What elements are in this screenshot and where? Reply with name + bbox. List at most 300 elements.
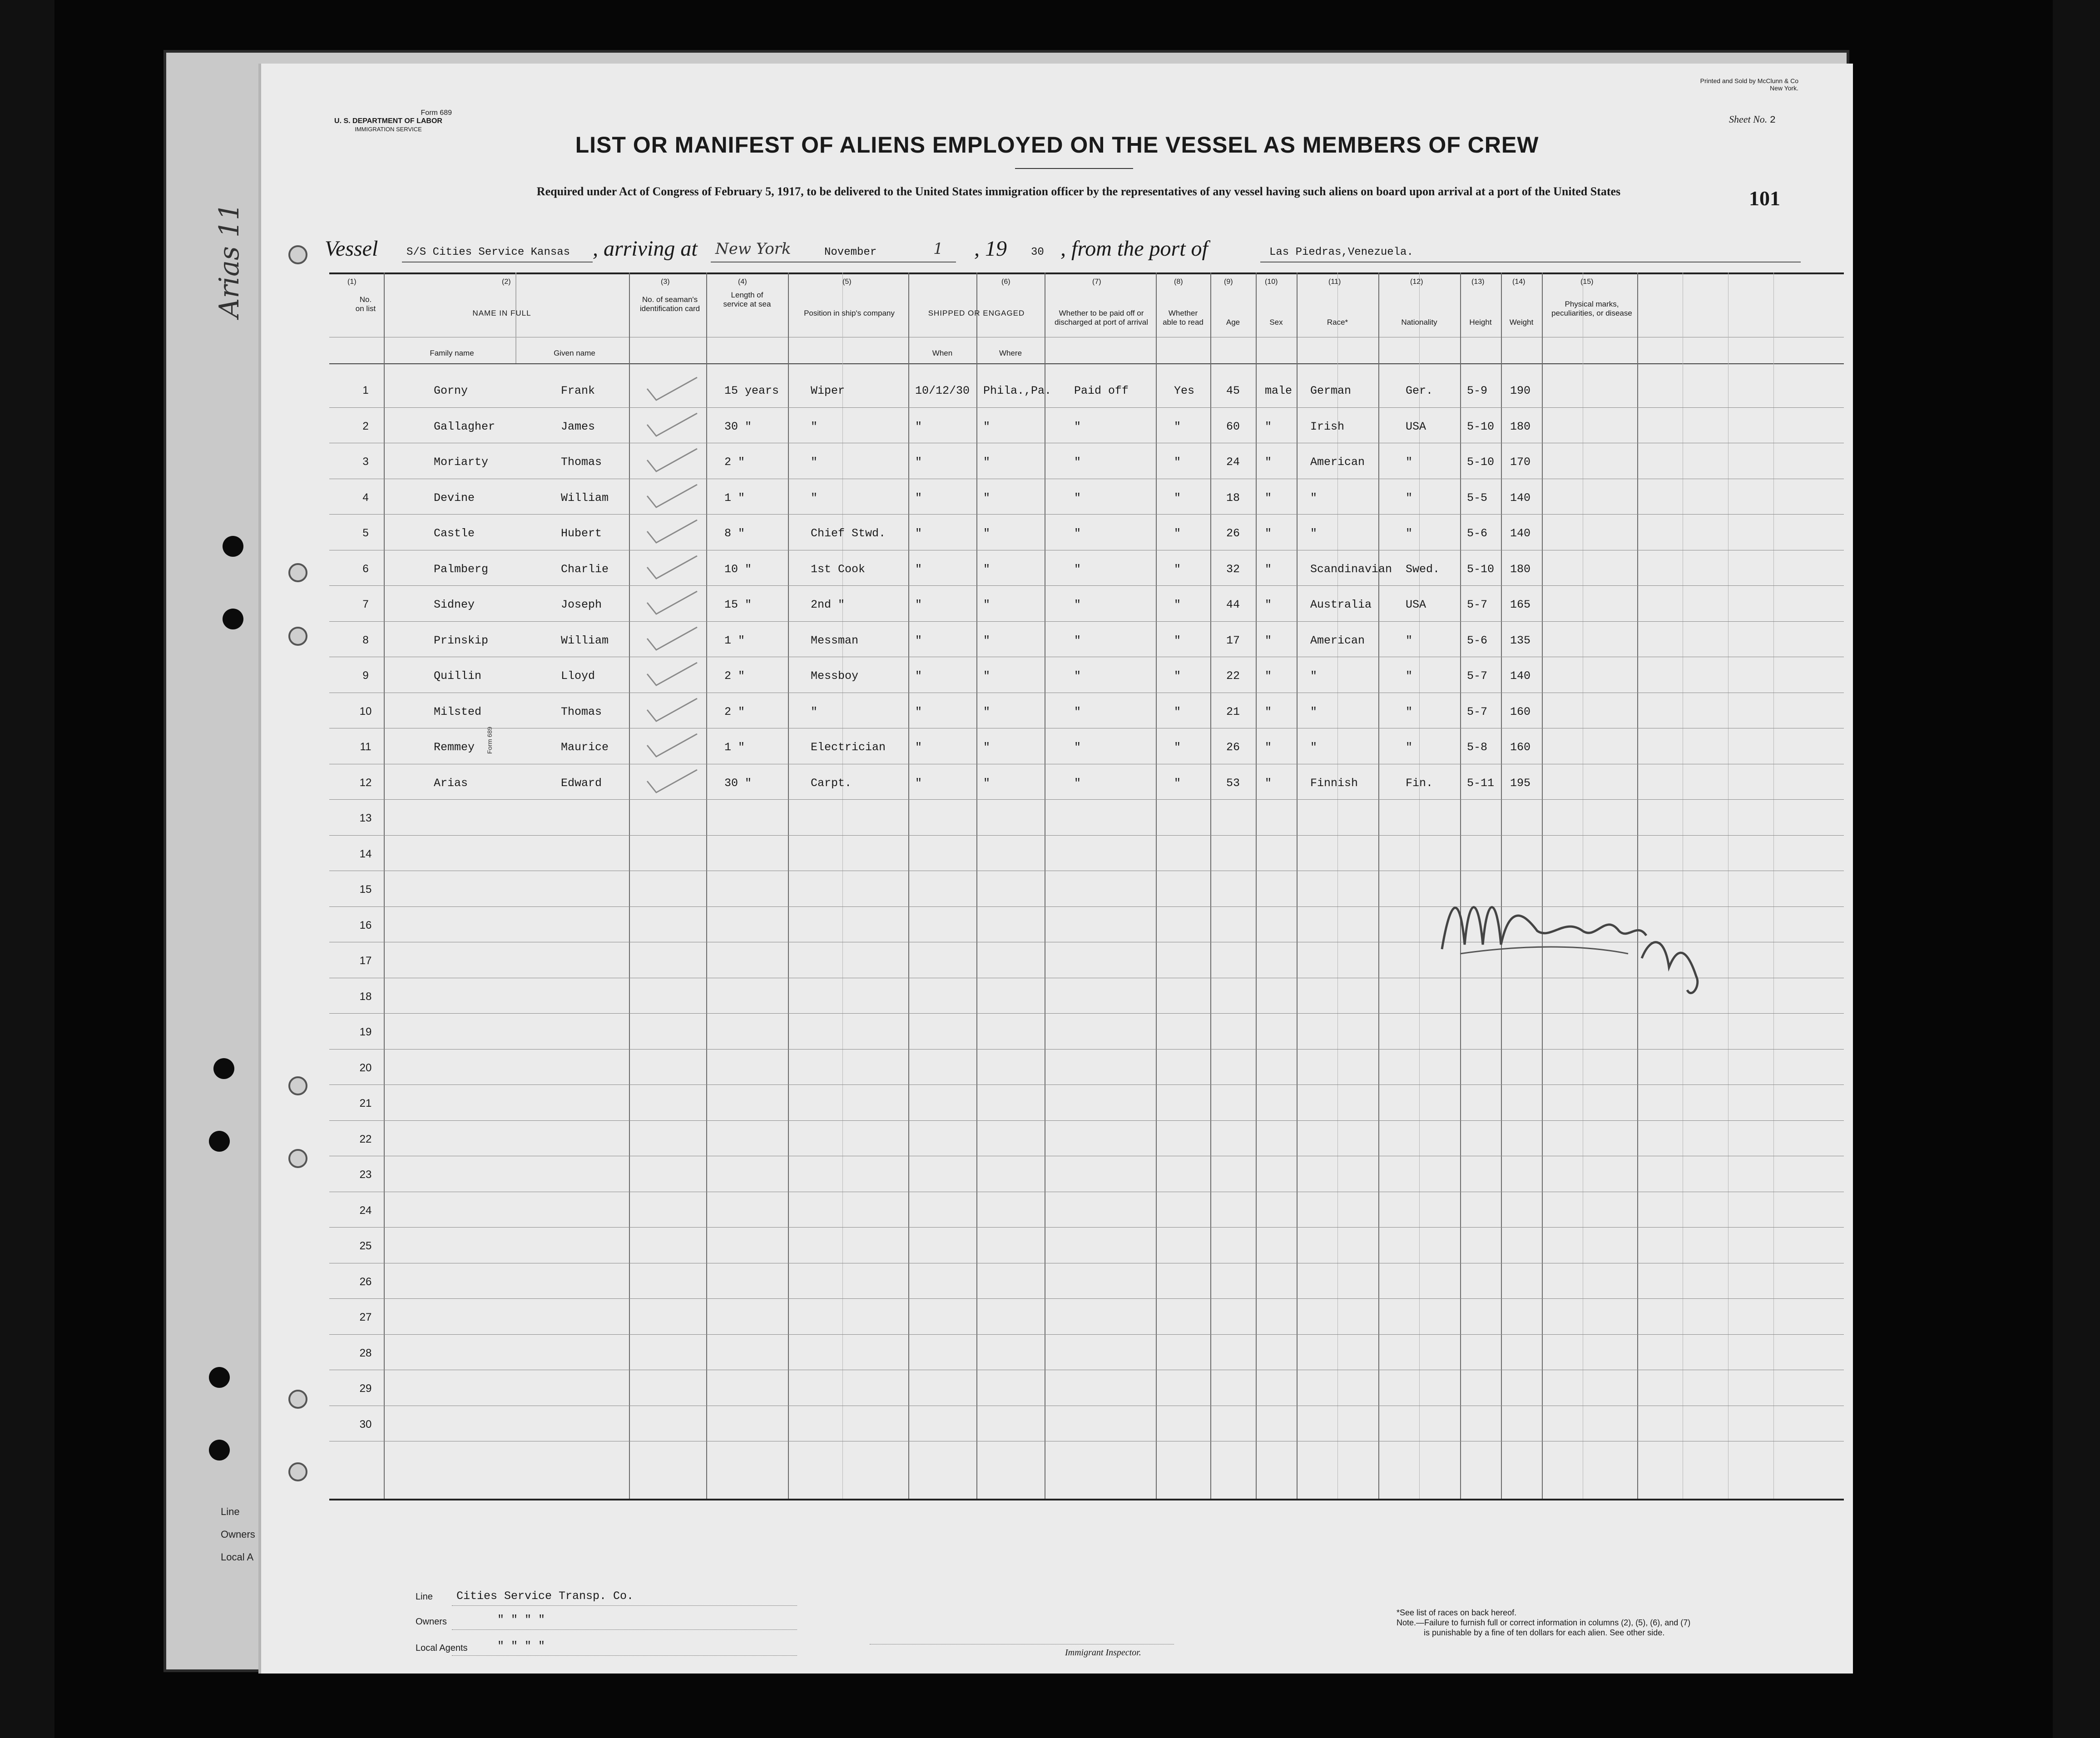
paid-off-cell: " [1074,634,1081,647]
shipped-when-cell: " [915,598,922,611]
owners-rule [452,1629,797,1630]
given-name-cell: Lloyd [561,669,595,683]
family-name-cell: Moriarty [434,456,489,469]
row-number: 1 [362,384,369,396]
table-row [329,764,1844,800]
position-cell: " [811,456,818,469]
weight-cell: 160 [1510,741,1531,754]
service-length-cell: 1 " [724,741,745,754]
row-rule [329,835,1844,836]
weight-cell: 140 [1510,669,1531,683]
paid-off-cell: " [1074,420,1081,433]
weight-cell: 180 [1510,562,1531,576]
able-to-read-cell: " [1174,634,1181,647]
sex-cell: " [1265,776,1272,790]
sheet-number [1729,114,1776,126]
inspector-label: Immigrant Inspector. [1065,1648,1141,1658]
sex-cell: " [1265,527,1272,540]
sex-cell: " [1265,705,1272,718]
punch-hole [288,627,307,646]
table-top-rule [329,272,1844,274]
punch-hole [288,1149,307,1168]
row-rule [329,407,1844,408]
service-name: IMMIGRATION SERVICE [355,126,422,133]
department-name: U. S. DEPARTMENT OF LABOR [334,117,442,125]
shipped-where-cell: " [983,527,991,540]
race-cell: Scandinavian [1310,562,1392,576]
table-row [329,1334,1844,1371]
weight-cell: 140 [1510,527,1531,540]
shipped-when-cell: " [915,562,922,576]
table-row [329,371,1844,408]
position-cell: Electrician [811,741,886,754]
paid-off-cell: Paid off [1074,384,1129,397]
sex-cell: " [1265,562,1272,576]
punch-hole [209,1367,230,1388]
given-name-cell: Maurice [561,741,609,754]
weight-cell: 190 [1510,384,1531,397]
position-cell: 2nd " [811,598,845,611]
paid-off-cell: " [1074,598,1081,611]
family-name-cell: Gorny [434,384,468,397]
footer-note [1397,1608,1828,1638]
races-note: *See list of races on back hereof. [1397,1608,1517,1617]
fine-note-2: is punishable by a fine of ten dollars for each alien. See other side. [1424,1628,1665,1637]
inspector-signature [1433,867,1714,1004]
sex-cell: " [1265,634,1272,647]
check-mark-icon [643,446,702,474]
height-cell: 5-10 [1467,420,1495,433]
underpage-agents-label: Local A [221,1551,254,1563]
able-to-read-cell: " [1174,741,1181,754]
service-length-cell: 2 " [724,705,745,718]
row-number: 3 [362,456,369,468]
paid-off-cell: " [1074,705,1081,718]
row-rule [329,1298,1844,1299]
colnum-10: (10) [1265,278,1278,286]
sheet-value: 2 [1769,114,1776,126]
header-sex: Sex [1269,318,1283,327]
age-cell: 44 [1226,598,1240,611]
table-row [329,1049,1844,1085]
able-to-read-cell: " [1174,527,1181,540]
table-row [329,835,1844,871]
service-length-cell: 15 years [724,384,779,397]
header-age: Age [1226,318,1240,327]
department-block [325,109,452,134]
position-cell: 1st Cook [811,562,866,576]
table-row [329,479,1844,515]
check-mark-icon [643,767,702,795]
shipped-where-cell: " [983,420,991,433]
family-name-cell: Sidney [434,598,475,611]
row-number: 21 [359,1097,372,1109]
punch-hole [209,1131,230,1152]
row-number: 30 [359,1418,372,1431]
row-number: 26 [359,1275,372,1288]
shipped-when-cell: " [915,634,922,647]
row-number: 16 [359,919,372,931]
header-given-name: Given name [554,349,595,357]
service-length-cell: 2 " [724,669,745,683]
form-number: Form 689 [421,109,452,117]
row-rule [329,1334,1844,1335]
height-cell: 5-9 [1467,384,1488,397]
arriving-label: , arriving at [593,237,698,261]
right-scan-edge [2053,0,2100,1738]
margin-handwriting: Arias 11 [213,203,245,318]
shipped-where-cell: " [983,669,991,683]
race-cell: " [1310,741,1317,754]
row-number: 29 [359,1382,372,1395]
sex-cell: " [1265,598,1272,611]
paid-off-cell: " [1074,669,1081,683]
row-rule [329,585,1844,586]
shipped-when-cell: 10/12/30 [915,384,970,397]
check-mark-icon [643,696,702,723]
race-cell: American [1310,456,1365,469]
header-where: Where [999,349,1022,357]
service-length-cell: 8 " [724,527,745,540]
table-row [329,1298,1844,1335]
printer-name: Printed and Sold by McClunn & Co [1700,77,1798,84]
fine-note-1: Note.—Failure to furnish full or correct information in columns (2), (5), (6), and (7) [1397,1618,1691,1627]
shipped-when-cell: " [915,456,922,469]
race-cell: Finnish [1310,776,1358,790]
footer-top-rule [329,1499,1844,1500]
row-number: 15 [359,883,372,896]
age-cell: 45 [1226,384,1240,397]
sex-cell: male [1265,384,1293,397]
header-bottom-rule [329,363,1844,364]
paid-off-cell: " [1074,456,1081,469]
shipped-where-cell: " [983,705,991,718]
row-number: 2 [362,420,369,432]
nationality-cell: " [1406,705,1413,718]
age-cell: 17 [1226,634,1240,647]
weight-cell: 180 [1510,420,1531,433]
row-rule [329,1049,1844,1050]
shipped-when-cell: " [915,669,922,683]
colnum-9: (9) [1224,278,1233,286]
family-name-cell: Devine [434,491,475,505]
printer-credit [1700,77,1798,92]
given-name-cell: William [561,634,609,647]
header-paid-off: Whether to be paid off or discharged at port of arrival [1055,309,1148,327]
able-to-read-cell: " [1174,776,1181,790]
nationality-cell: " [1406,741,1413,754]
position-cell: Messboy [811,669,859,683]
row-number: 20 [359,1061,372,1074]
given-name-cell: Thomas [561,456,602,469]
age-cell: 24 [1226,456,1240,469]
height-cell: 5-7 [1467,669,1488,683]
nationality-cell: Swed. [1406,562,1440,576]
table-row [329,443,1844,479]
shipped-where-cell: " [983,491,991,505]
colnum-2: (2) [502,278,511,286]
col-divider [515,272,516,363]
weight-cell: 140 [1510,491,1531,505]
header-shipped: SHIPPED OR ENGAGED [928,309,1025,317]
vessel-label: Vessel [325,237,378,261]
service-length-cell: 2 " [724,456,745,469]
sex-cell: " [1265,491,1272,505]
owners-label: Owners [416,1617,447,1627]
family-name-cell: Remmey [434,741,475,754]
line-rule [452,1605,797,1606]
title-divider [1015,168,1133,169]
arrival-month: November [824,246,877,258]
race-cell: " [1310,669,1317,683]
weight-cell: 165 [1510,598,1531,611]
nationality-cell: " [1406,527,1413,540]
family-name-cell: Arias [434,776,468,790]
family-name-cell: Milsted [434,705,482,718]
header-race: Race* [1327,318,1348,327]
given-name-cell: William [561,491,609,505]
row-rule [329,621,1844,622]
table-row [329,1156,1844,1192]
height-cell: 5-7 [1467,705,1488,718]
check-mark-icon [643,482,702,510]
header-able-read: Whether able to read [1163,309,1204,327]
sheet-label: Sheet No. [1729,114,1768,125]
arrival-day: 1 [933,240,943,258]
colnum-5: (5) [842,278,852,286]
height-cell: 5-7 [1467,598,1488,611]
nationality-cell: Ger. [1406,384,1433,397]
service-length-cell: 30 " [724,776,752,790]
punch-hole [288,1462,307,1481]
row-number: 6 [362,562,369,575]
table-row [329,1013,1844,1050]
shipped-when-cell: " [915,491,922,505]
nationality-cell: " [1406,634,1413,647]
shipped-when-cell: " [915,420,922,433]
shipped-when-cell: " [915,741,922,754]
age-cell: 26 [1226,527,1240,540]
row-number: 7 [362,598,369,610]
given-name-cell: James [561,420,595,433]
punch-hole [288,1390,307,1409]
sex-cell: " [1265,669,1272,683]
nationality-cell: " [1406,491,1413,505]
age-cell: 21 [1226,705,1240,718]
punch-hole [223,609,243,629]
row-number: 12 [359,776,372,789]
table-row [329,693,1844,729]
shipped-where-cell: Phila.,Pa. [983,384,1052,397]
height-cell: 5-6 [1467,634,1488,647]
shipped-when-cell: " [915,527,922,540]
printer-city: New York. [1769,84,1798,92]
age-cell: 32 [1226,562,1240,576]
height-cell: 5-11 [1467,776,1495,790]
table-row [329,407,1844,444]
age-cell: 53 [1226,776,1240,790]
form-number-side: Form 689 [486,727,493,754]
weight-cell: 160 [1510,705,1531,718]
table-row [329,1406,1844,1442]
header-physical: Physical marks, peculiarities, or disease [1551,300,1632,317]
page-subtitle: Required under Act of Congress of February 5, 1917, to be delivered to the United States immigration officer by the representatives of any vessel having such aliens on board upon arrival at a port of the United States [536,185,1621,198]
able-to-read-cell: " [1174,456,1181,469]
punch-hole [288,563,307,582]
weight-cell: 135 [1510,634,1531,647]
shipped-where-cell: " [983,741,991,754]
header-name-in-full: NAME IN FULL [472,309,531,317]
table-row [329,1120,1844,1157]
header-id-card: No. of seaman's identification card [639,295,700,313]
row-number: 25 [359,1240,372,1252]
colnum-4: (4) [738,278,747,286]
nationality-cell: USA [1406,420,1426,433]
header-weight: Weight [1509,318,1534,327]
row-rule [329,799,1844,800]
given-name-cell: Edward [561,776,602,790]
shipped-where-cell: " [983,776,991,790]
paid-off-cell: " [1074,491,1081,505]
row-number: 10 [359,705,372,718]
row-rule [329,514,1844,515]
manifest-page [261,64,1853,1674]
colnum-7: (7) [1092,278,1101,286]
check-mark-icon [643,589,702,616]
weight-cell: 170 [1510,456,1531,469]
table-row [329,657,1844,693]
weight-cell: 195 [1510,776,1531,790]
row-number: 28 [359,1347,372,1359]
age-cell: 26 [1226,741,1240,754]
table-row [329,514,1844,550]
paid-off-cell: " [1074,527,1081,540]
colnum-8: (8) [1174,278,1183,286]
header-height: Height [1469,318,1492,327]
table-row [329,585,1844,622]
underpage-line-label: Line [221,1506,240,1517]
height-cell: 5-6 [1467,527,1488,540]
service-length-cell: 1 " [724,634,745,647]
colnum-12: (12) [1410,278,1423,286]
punch-hole [209,1440,230,1461]
given-name-cell: Hubert [561,527,602,540]
able-to-read-cell: " [1174,669,1181,683]
race-cell: Irish [1310,420,1345,433]
check-mark-icon [643,660,702,688]
agents-rule [452,1655,797,1656]
line-value: Cities Service Transp. Co. [456,1589,634,1603]
underpage-owners-label: Owners [221,1529,255,1540]
agents-label: Local Agents [416,1643,468,1653]
check-mark-icon [643,411,702,438]
family-name-cell: Prinskip [434,634,489,647]
row-number: 22 [359,1133,372,1145]
vessel-name: S/S Cities Service Kansas [406,246,570,258]
row-number: 8 [362,634,369,646]
able-to-read-cell: Yes [1174,384,1195,397]
race-cell: " [1310,491,1317,505]
row-rule [329,1120,1844,1121]
check-mark-icon [643,375,702,402]
row-number: 14 [359,847,372,860]
colnum-3: (3) [661,278,670,286]
position-cell: " [811,420,818,433]
row-number: 18 [359,990,372,1003]
row-rule [329,1013,1844,1014]
colnum-13: (13) [1471,278,1485,286]
race-cell: German [1310,384,1352,397]
row-rule [329,1084,1844,1085]
shipped-where-cell: " [983,456,991,469]
row-number: 27 [359,1311,372,1323]
service-length-cell: 30 " [724,420,752,433]
header-no-on-list: No. on list [355,295,376,313]
nationality-cell: USA [1406,598,1426,611]
row-rule [329,1227,1844,1228]
given-name-cell: Charlie [561,562,609,576]
row-number: 19 [359,1026,372,1038]
given-name-cell: Joseph [561,598,602,611]
page-number: 101 [1749,187,1780,210]
header-family-name: Family name [430,349,474,357]
shipped-when-cell: " [915,776,922,790]
family-name-cell: Palmberg [434,562,489,576]
row-number: 24 [359,1204,372,1217]
check-mark-icon [643,518,702,545]
position-cell: " [811,705,818,718]
family-name-cell: Gallagher [434,420,495,433]
height-cell: 5-8 [1467,741,1488,754]
position-cell: " [811,491,818,505]
from-port: Las Piedras,Venezuela. [1269,246,1413,258]
shipped-where-cell: " [983,562,991,576]
age-cell: 18 [1226,491,1240,505]
row-number: 17 [359,955,372,967]
height-cell: 5-5 [1467,491,1488,505]
agents-value: " " " " [497,1639,545,1653]
colnum-11: (11) [1328,278,1341,286]
sex-cell: " [1265,741,1272,754]
row-number: 23 [359,1169,372,1181]
year-prefix: , 19 [974,237,1007,261]
sex-cell: " [1265,456,1272,469]
table-row [329,1227,1844,1263]
able-to-read-cell: " [1174,562,1181,576]
check-mark-icon [643,554,702,581]
punch-hole [288,245,307,264]
sex-cell: " [1265,420,1272,433]
row-number: 4 [362,491,369,504]
shipped-where-cell: " [983,598,991,611]
nationality-cell: " [1406,456,1413,469]
given-name-cell: Frank [561,384,595,397]
position-cell: Carpt. [811,776,852,790]
service-length-cell: 1 " [724,491,745,505]
race-cell: American [1310,634,1365,647]
nationality-cell: " [1406,669,1413,683]
table-row [329,550,1844,586]
table-row [329,621,1844,658]
year-suffix: 30 [1031,246,1044,258]
colnum-1: (1) [347,278,357,286]
punch-hole [223,536,243,557]
left-scan-edge [0,0,54,1738]
colnum-15: (15) [1580,278,1594,286]
from-label: , from the port of [1060,237,1208,261]
able-to-read-cell: " [1174,598,1181,611]
position-cell: Wiper [811,384,845,397]
